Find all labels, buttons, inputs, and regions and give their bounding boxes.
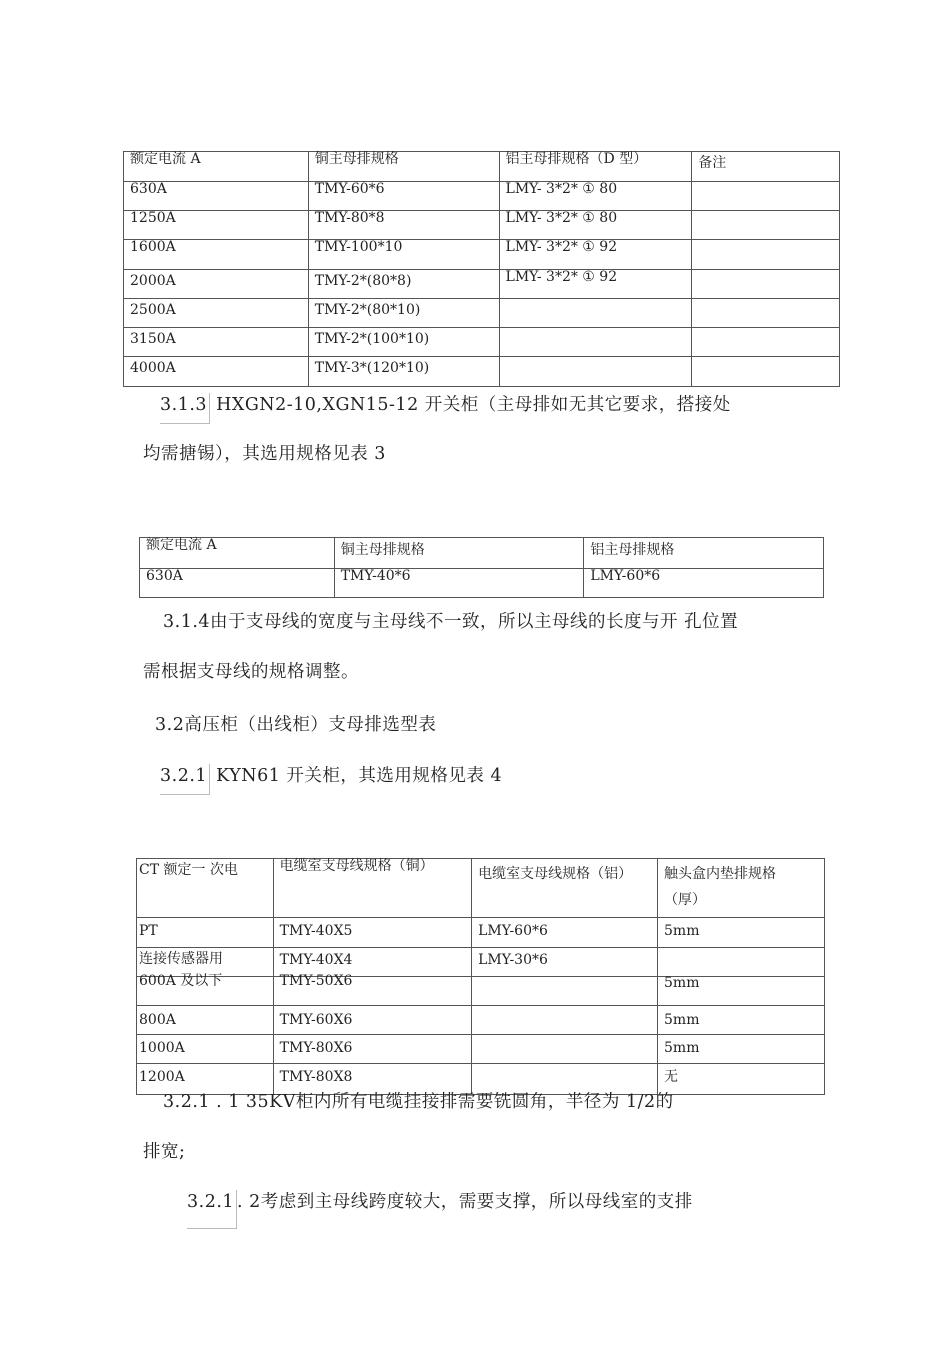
table-cell: TMY-2*(80*10) [308,299,499,328]
table-cell: 连接传感器用 [137,948,274,977]
table-cell: TMY-2*(100*10) [308,328,499,357]
table-cell: 1000A [137,1035,274,1064]
table-cell: 630A [124,182,309,211]
table-cell: 5mm [658,1035,825,1064]
table-cell: 2000A [124,270,309,299]
table-cell: 4000A [124,357,309,387]
table-cell: 1200A [137,1064,274,1095]
section-heading-3-2 [155,713,436,737]
table-cell [472,977,658,1006]
table-cell: LMY- 3*2* ① 92 [499,270,692,299]
paragraph-3-1-4-line1 [163,610,738,634]
table-cell: LMY- 3*2* ① 92 [499,240,692,270]
table-cell: TMY-80X6 [273,1035,471,1064]
paragraph-text: 需根据支母线的规格调整。 [143,662,359,682]
table-cell: TMY-2*(80*8) [308,270,499,299]
table-cell [499,357,692,387]
section-number: 3.2.1 [160,764,210,795]
table-cell: 5mm [658,1006,825,1035]
table-header-cell: 电缆室支母线规格（铜） [273,859,471,918]
table-row [137,918,825,948]
table-header-cell: 额定电流 A [140,538,335,569]
paragraph-3-1-3-line1 [160,393,731,424]
table-kyn61-busbar-spec [136,858,825,1095]
paragraph-text: HXGN2-10,XGN15-12 开关柜（主母排如无其它要求，搭接处 [216,395,731,415]
table-row [137,1035,825,1064]
table-header-cell: 铜主母排规格 [308,152,499,182]
table-cell: LMY- 3*2* ① 80 [499,182,692,211]
table-cell: 1600A [124,240,309,270]
table-cell: TMY-40X4 [273,948,471,977]
table-cell: TMY-3*(120*10) [308,357,499,387]
table-header-row [124,152,840,182]
table-cell [692,182,840,211]
table-cell [472,1035,658,1064]
table-cell [692,270,840,299]
table-row [124,182,840,211]
table-cell: TMY-60*6 [308,182,499,211]
paragraph-text: 3.2.1 . 1 35KV柜内所有电缆挂接排需要铣圆角，半径为 1/2的 [163,1092,674,1112]
table-cell [692,240,840,270]
table-cell: 2500A [124,299,309,328]
table-cell: LMY- 3*2* ① 80 [499,211,692,240]
table-cell: 800A [137,1006,274,1035]
paragraph-text: 3.1.4由于支母线的宽度与主母线不一致，所以主母线的长度与开 孔位置 [163,612,739,632]
table-row [124,240,840,270]
table-row [124,299,840,328]
table-cell: TMY-100*10 [308,240,499,270]
paragraph-3-2-1-1-line1 [163,1090,674,1114]
paragraph-text: 均需搪锡），其选用规格见表 3 [143,444,386,464]
paragraph-3-2-1-1-line2 [143,1140,185,1164]
table-row [124,357,840,387]
table-cell: 1250A [124,211,309,240]
table-row [137,1006,825,1035]
table-header-row [140,538,824,569]
table-cell: 3150A [124,328,309,357]
table-cell: 630A [140,569,335,598]
paragraph-text: 排宽; [143,1142,186,1162]
section-number: 3.2.1 [187,1190,237,1229]
section-number: 3.1.3 [160,393,210,424]
paragraph-text: . 2考虑到主母线跨度较大，需要支撑，所以母线室的支排 [237,1192,693,1212]
table-cell [499,328,692,357]
table-cell [658,948,825,977]
table-header-cell: 铝主母排规格（D 型） [499,152,692,182]
table-header-cell: 铜主母排规格 [334,538,584,569]
table-cell: LMY-60*6 [584,569,824,598]
paragraph-text: KYN61 开关柜，其选用规格见表 4 [216,766,503,786]
paragraph-3-1-4-line2 [143,660,359,684]
table-cell: 无 [658,1064,825,1095]
table-630a-busbar-spec [139,537,824,598]
table-header-cell: CT 额定一 次电 [137,859,274,918]
table-cell: 5mm [658,918,825,948]
table-cell [692,357,840,387]
heading-text: 3.2高压柜（出线柜）支母排选型表 [155,715,437,735]
paragraph-3-2-1 [160,764,502,795]
table-main-busbar-spec [123,151,840,387]
table-header-cell: 额定电流 A [124,152,309,182]
table-cell: 5mm [658,977,825,1006]
table-cell [692,328,840,357]
table-header-cell: 电缆室支母线规格（铝） [472,859,658,918]
table-cell [692,299,840,328]
paragraph-3-2-1-2 [187,1190,693,1229]
table-row [124,270,840,299]
table-cell: LMY-30*6 [472,948,658,977]
paragraph-3-1-3-line2 [143,442,386,466]
table-row [124,211,840,240]
table-cell [692,211,840,240]
table-row [137,977,825,1006]
table-cell: TMY-40X5 [273,918,471,948]
table-header-cell: 触头盒内垫排规格（厚） [658,859,825,918]
table-row [124,328,840,357]
table-cell: TMY-40*6 [334,569,584,598]
table-header-cell: 铝主母排规格 [584,538,824,569]
table-cell: TMY-80*8 [308,211,499,240]
table-cell: TMY-50X6 [273,977,471,1006]
table-cell [499,299,692,328]
table-cell: TMY-60X6 [273,1006,471,1035]
table-cell: LMY-60*6 [472,918,658,948]
table-header-cell: 备注 [692,152,840,182]
table-header-row [137,859,825,918]
table-cell [472,1006,658,1035]
table-row [140,569,824,598]
table-cell: TMY-80X8 [273,1064,471,1095]
table-cell: 600A 及以下 [137,977,274,1006]
table-cell: PT [137,918,274,948]
